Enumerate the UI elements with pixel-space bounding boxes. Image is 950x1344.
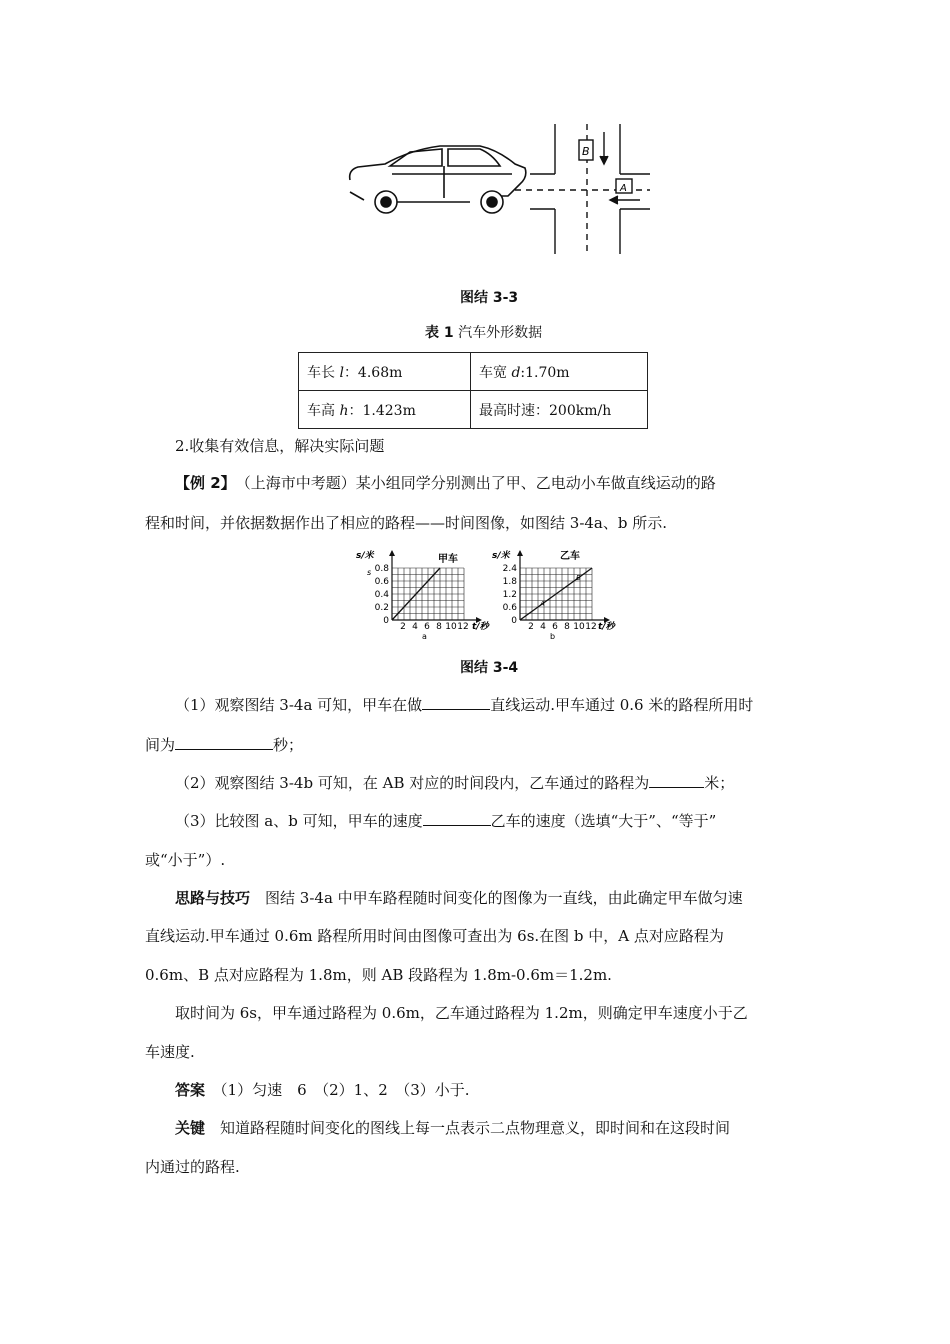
key-line-1: 关键 知道路程随时间变化的图线上每一点表示二点物理意义，即时间和在这段时间 <box>175 1119 731 1137</box>
table-cell: 车长 l：4.68m <box>299 353 471 391</box>
y-tick-label: 0.2 <box>374 603 389 613</box>
label-a: A <box>620 183 627 194</box>
table-title-text: 汽车外形数据 <box>453 325 543 341</box>
x-tick-label: 4 <box>540 622 546 632</box>
answer-heading: 答案 <box>175 1081 206 1099</box>
key-line-2: 内通过的路程. <box>145 1158 240 1176</box>
x-tick-label: 4 <box>412 622 418 632</box>
answer-blank[interactable] <box>649 772 704 788</box>
example-text: （上海市中考题）某小组同学分别测出了甲、乙电动小车做直线运动的路 <box>243 474 716 492</box>
chart-point-label: s <box>367 568 372 577</box>
table-row <box>299 353 648 391</box>
table-row <box>299 391 648 429</box>
analysis-line-2: 直线运动.甲车通过 0.6m 路程所用时间由图像可查出为 6s.在图 b 中，A 点对应路程为 <box>145 927 724 945</box>
point-label: A <box>540 600 545 608</box>
x-tick-label: 12 <box>585 622 597 632</box>
y-tick-label: 0.4 <box>374 590 389 600</box>
chart-b <box>490 548 635 640</box>
table-cell: 最高时速：200km/h <box>471 391 648 429</box>
question-3-line-2: 或“小于”）. <box>145 851 226 869</box>
table-title-bold: 表 1 <box>425 325 454 341</box>
chart-a <box>350 548 495 640</box>
analysis-line-1: 思路与技巧 图结 3-4a 中甲车路程随时间变化的图像为一直线，由此确定甲车做匀速 <box>175 889 743 907</box>
y-tick-label: 0 <box>383 616 389 626</box>
label-b: B <box>582 145 590 158</box>
y-tick-label: 1.8 <box>502 577 517 587</box>
x-tick-label: 6 <box>552 622 558 632</box>
section-heading: 2.收集有效信息，解决实际问题 <box>175 437 385 455</box>
car-intersection-figure <box>340 122 660 257</box>
y-tick-label: 0.6 <box>502 603 517 613</box>
x-tick-label: 8 <box>564 622 570 632</box>
y-tick-label: 2.4 <box>502 564 517 574</box>
chart-ylabel: s/米 <box>492 551 510 561</box>
x-tick-label: 6 <box>424 622 430 632</box>
question-1-line-2: 间为 秒； <box>145 736 304 754</box>
example-line-2: 程和时间，并依据数据作出了相应的路程——时间图像，如图结 3-4a、b 所示. <box>145 514 668 532</box>
x-tick-label: 2 <box>528 622 534 632</box>
y-tick-label: 0.6 <box>374 577 389 587</box>
chart-title: 甲车 <box>438 554 458 565</box>
chart-ylabel: s/米 <box>356 551 374 561</box>
x-tick-label: 10 <box>573 622 585 632</box>
example-tag: 【例 2】 <box>175 474 229 492</box>
chart-sublabel: b <box>550 632 556 640</box>
x-tick-label: 10 <box>445 622 457 632</box>
answer-blank[interactable] <box>175 734 273 750</box>
y-axis-arrow <box>389 550 395 556</box>
key-heading: 关键 <box>175 1119 206 1137</box>
x-tick-label: 2 <box>400 622 406 632</box>
analysis-heading: 思路与技巧 <box>175 889 251 907</box>
table-title <box>425 322 542 342</box>
chart-title: 乙车 <box>560 551 580 562</box>
chart-xlabel: t/秒 <box>472 622 489 632</box>
analysis-line-3: 0.6m、B 点对应路程为 1.8m，则 AB 段路程为 1.8m-0.6m＝1.2m. <box>145 966 612 984</box>
analysis-line-4: 取时间为 6s，甲车通过路程为 0.6m，乙车通过路程为 1.2m，则确定甲车速度小于乙 <box>175 1004 748 1022</box>
y-tick-label: 1.2 <box>502 590 517 600</box>
y-tick-label: 0.8 <box>374 564 389 574</box>
figure-caption-3-3: 图结 3-3 <box>460 290 519 306</box>
question-3-line-1: （3）比较图 a、b 可知，甲车的速度 乙车的速度（选填“大于”、“等于” <box>175 812 717 830</box>
table-cell: 车高 h：1.423m <box>299 391 471 429</box>
y-tick-label: 0 <box>511 616 517 626</box>
intersection <box>515 124 650 254</box>
x-tick-label: 12 <box>457 622 469 632</box>
answer-blank[interactable] <box>422 694 490 710</box>
x-tick-label: 8 <box>436 622 442 632</box>
analysis-line-5: 车速度. <box>145 1043 195 1061</box>
car-drawing <box>350 146 526 213</box>
y-axis-arrow <box>517 550 523 556</box>
car-spec-table <box>298 352 648 429</box>
answer-line: 答案 （1）匀速 6 （2）1、2 （3）小于. <box>175 1081 470 1099</box>
figure-caption-3-4: 图结 3-4 <box>460 660 519 676</box>
chart-sublabel: a <box>422 632 427 640</box>
table-cell: 车宽 d:1.70m <box>471 353 648 391</box>
answer-blank[interactable] <box>423 810 491 826</box>
question-1-line-1: （1）观察图结 3-4a 可知，甲车在做 直线运动.甲车通过 0.6 米的路程所用时 <box>175 696 754 714</box>
example-line-1 <box>175 472 716 493</box>
question-2: （2）观察图结 3-4b 可知，在 AB 对应的时间段内，乙车通过的路程为 米； <box>175 774 735 792</box>
chart-xlabel: t/秒 <box>598 622 615 632</box>
point-label: B <box>576 574 581 582</box>
